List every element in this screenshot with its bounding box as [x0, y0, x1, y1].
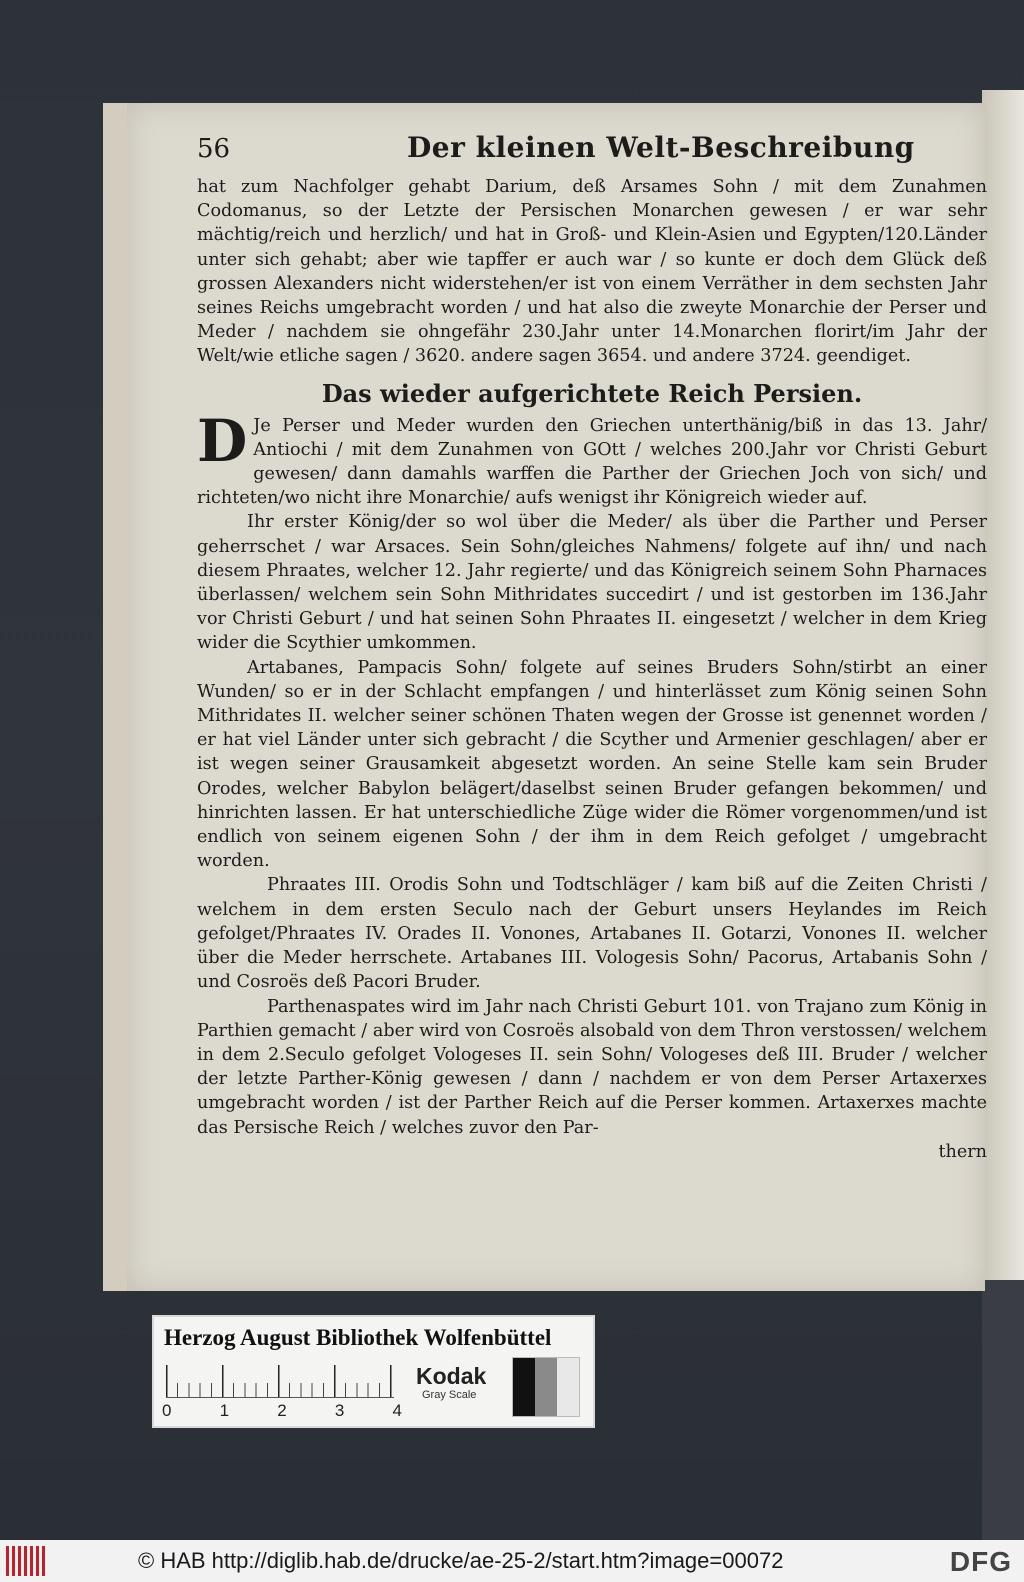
ruler-number: 3: [334, 1401, 345, 1420]
viewer-footer: [0, 1540, 1024, 1582]
ruler-number: 0: [162, 1401, 172, 1420]
ruler-number: 4: [392, 1401, 402, 1420]
credit-link[interactable]: © HAB http://diglib.hab.de/drucke/ae-25-2/start.htm?image=00072: [138, 1548, 784, 1573]
color-calibration-bar: [152, 1315, 595, 1428]
paragraph-artabanes: Artabanes, Pampacis Sohn/ folgete auf seines Bruders Sohn/stirbt an einer Wunden/ so er in der Schlacht empfangen / und hinterlässet zum König seinen Sohn Mithridates II. welcher seiner schönen Thaten wegen der Grosse ist genennet worden / er hat viel Länder unter sich gebracht / die Scyther und Armenier geschlagen/ aber er ist wegen seiner Grausamkeit abgesetzt worden. An seine Stelle kam sein Bruder Orodes, welcher Babylon belägert/daselbst seinen Bruder gefangen bekommen/ und hinrichten lassen. Er hat unterschiedliche Züge wider die Römer vorgenommen/und ist endlich von seinem eigenen Sohn / der ihm in dem Reich gefolget / umgebracht worden.: [197, 657, 987, 872]
ruler-numbers: [162, 1401, 402, 1421]
paragraph-first: [197, 406, 987, 511]
ruler-major-ticks: [166, 1365, 394, 1397]
page-header: [197, 131, 987, 175]
paragraph-parthenaspates: Parthenaspates wird im Jahr nach Christi Geburt 101. von Trajano zum König in Parthien gemacht / aber wird von Cosroës alsobald von dem Thron verstossen/ welchem in dem 2.Seculo gefolget Vologeses II. sein Sohn/ Vologeses deß III. Bruder / welcher der letzte Parther-König gewesen / dann / nachdem er von dem Perser Artaxerxes umgebracht worden / ist der Parther Reich auf die Perser kommen. Artaxerxes machte das Persische Reich / welches zuvor den Par-: [197, 996, 987, 1138]
running-head: Der kleinen Welt-Beschreibung: [407, 131, 915, 164]
scan-background-right: [982, 1280, 1024, 1540]
swatch-gray: [535, 1358, 557, 1416]
ruler-number: 2: [277, 1401, 287, 1420]
swatch-white: [557, 1358, 579, 1416]
page-content: [197, 131, 987, 1291]
paragraph-first-text: Je Perser und Meder wurden den Griechen unterthänig/biß in das 13. Jahr/ Antiochi / mit dem Zunahmen von GOtt / welches 200.Jahr vor Christi Geburt gewesen/ dann damahls warffen die Parther der Griechen Joch von sich/ und richteten/wo nicht ihre Monarchie/ aufs wenigst ihr Königreich wieder auf.: [197, 415, 987, 509]
page-number: 56: [197, 134, 231, 164]
ruler-number: 1: [219, 1401, 230, 1420]
catchword: thern: [938, 1141, 987, 1162]
swatch-black: [513, 1358, 535, 1416]
dfg-logo: DFG: [949, 1546, 1012, 1577]
barcode-icon: [6, 1546, 46, 1576]
next-page-edge: [982, 90, 1024, 1280]
library-name: Herzog August Bibliothek Wolfenbüttel: [164, 1325, 552, 1350]
grayscale-label: Gray Scale: [422, 1389, 477, 1401]
kodak-brand: Kodak: [416, 1363, 487, 1389]
paragraph-top: hat zum Nachfolger gehabt Darium, deß Arsames Sohn / mit dem Zunahmen Codomanus, so der Letzte der Persischen Monarchen gewesen / er war sehr mächtig/reich und herzlich/ und hat in Groß- und Klein-Asien und Egypten/120.Länder unter sich gehabt; aber wie tapffer er auch war / so kunte er doch dem Glück deß grossen Alexanders nicht widerstehen/er ist von einem Verräther in dem sechsten Jahr seines Reichs umgebracht worden / und hat also die zweyte Monarchie der Perser und Meder / nachdem sie ohngefähr 230.Jahr unter 14.Monarchen florirt/im Jahr der Welt/wie etliche sagen / 3620. andere sagen 3654. und andere 3724. geendiget.: [197, 177, 987, 367]
book-page: [103, 103, 985, 1291]
paragraph-phraates: Phraates III. Orodis Sohn und Todtschläger / kam biß auf die Zeiten Christi / welchem in dem ersten Seculo nach der Geburt unsers Heylandes im Reich gefolget/Phraates IV. Orades II. Vonones, Artabanes II. Gotarzi, Vonones II. welcher über die Meder herrschete. Artabanes III. Vologesis Sohn/ Pacorus, Artabanis Sohn / und Cosroës deß Pacori Bruder.: [197, 875, 987, 993]
dropcap: D: [197, 406, 248, 475]
paragraph-arsaces: Ihr erster König/der so wol über die Meder/ als über die Parther und Perser geherrschet / war Arsaces. Sein Sohn/gleiches Nahmens/ folgete auf ihn/ und nach diesem Phraates, welcher 12. Jahr regierte/ und das Königreich seinem Sohn Pharnaces überlassen/ welchem sein Sohn Mithridates succedirt / und ist gestorben im 136.Jahr vor Christi Geburt / und hat seinen Sohn Phraates II. eingesetzt / welcher in dem Krieg wider die Scythier umkommen.: [197, 512, 987, 654]
section-title: Das wieder aufgerichtete Reich Persien.: [321, 378, 863, 408]
gray-swatches: [512, 1357, 580, 1417]
